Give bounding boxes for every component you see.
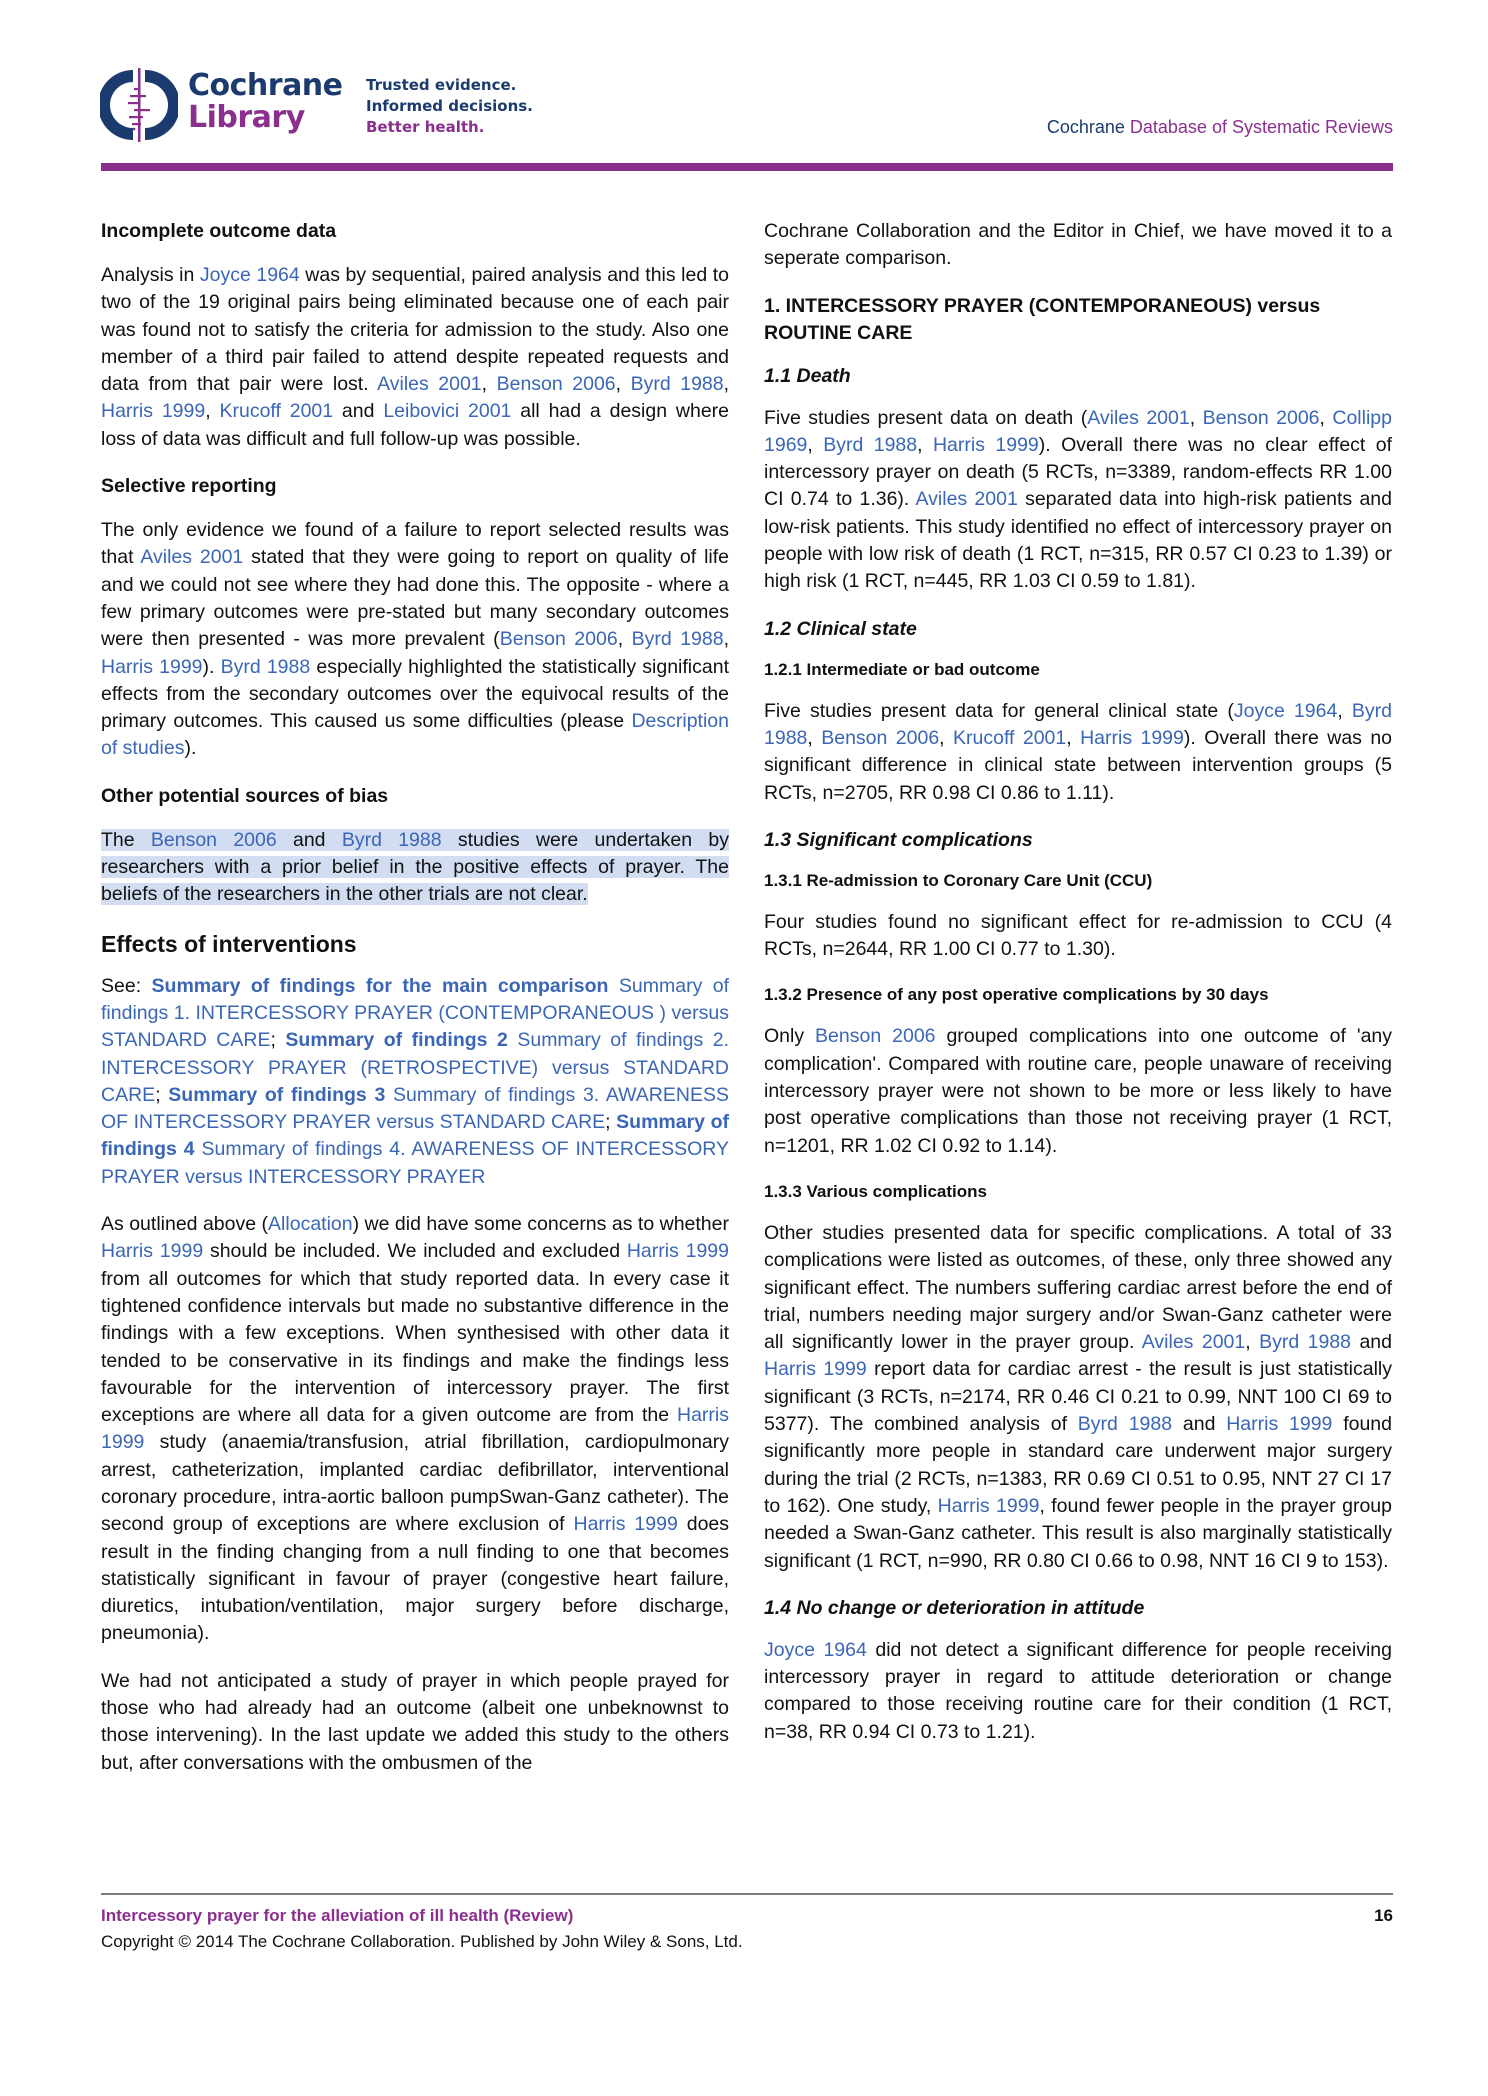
link-leibovici-2001[interactable]: Leibovici 2001	[383, 400, 512, 423]
left-column	[101, 218, 729, 1797]
database-name: Database of Systematic Reviews	[1129, 117, 1393, 137]
heading-significant-complications: 1.3 Significant complications	[764, 828, 1033, 851]
link-byrd-1988[interactable]: Byrd 1988	[764, 699, 1392, 749]
text: ,	[1245, 1331, 1260, 1354]
heading-incomplete-outcome-data: Incomplete outcome data	[101, 220, 337, 242]
tagline-line-3: Better health.	[366, 118, 485, 136]
link-krucoff-2001[interactable]: Krucoff 2001	[219, 400, 334, 423]
brand-library: Library	[188, 100, 305, 135]
text: As outlined above (	[101, 1213, 269, 1236]
text: Five studies present data on death (	[764, 406, 1088, 429]
link-byrd-1988[interactable]: Byrd 1988	[1259, 1331, 1352, 1354]
text: See:	[101, 974, 152, 997]
text: grouped complications into one outcome of 'any complication'. Compared with routine care, people unaware of receiving intercessory prayer were not shown to be more or less likely to have post operative complications than those not receiving prayer (1 RCT, n=1201, RR 1.02 CI 0.92 to 1.14).	[764, 1025, 1393, 1157]
link-summary-3-label[interactable]: Summary of findings 3	[168, 1083, 386, 1106]
right-column	[764, 218, 1392, 1766]
database-title	[1047, 117, 1393, 138]
link-summary-2-label[interactable]: Summary of findings 2	[285, 1029, 508, 1052]
text: from all outcomes for which that study reported data. In every case it tightened confidence intervals but made no substantive difference in the findings with a few exceptions. When synthesised with other data it tended to be conservative in its findings and make the findings less favourable for the intervention of intercessory prayer. The first exceptions are where all data for a given outcome are from the	[101, 1267, 729, 1427]
heading-comparison-1: 1. INTERCESSORY PRAYER (CONTEMPORANEOUS) versus ROUTINE CARE	[764, 294, 1321, 344]
text: ,	[481, 373, 497, 396]
text: ,	[615, 373, 631, 396]
text: ,	[617, 628, 632, 651]
text: ,	[939, 726, 954, 749]
link-byrd-1988[interactable]: Byrd 1988	[630, 373, 724, 396]
text: The	[101, 828, 151, 851]
link-benson-2006[interactable]: Benson 2006	[815, 1025, 936, 1048]
paragraph-continued: Cochrane Collaboration and the Editor in Chief, we have moved it to a seperate comparison.	[764, 220, 1392, 270]
link-description-of-studies[interactable]: Description of studies	[101, 710, 729, 760]
paragraph-incomplete-outcome	[101, 262, 729, 453]
link-joyce-1964[interactable]: Joyce 1964	[764, 1638, 867, 1661]
text: and	[1351, 1331, 1392, 1354]
text: ;	[605, 1111, 617, 1134]
text: ,	[1189, 406, 1203, 429]
link-summary-3[interactable]: Summary of findings 3. AWARENESS OF INTERCESSORY PRAYER versus STANDARD CARE	[101, 1083, 729, 1134]
brand-cochrane: Cochrane	[188, 68, 343, 103]
text: stated that they were going to report on quality of life and we could not see where they had done this. The opposite - where a few primary outcomes were pre-stated but many secondary outcomes were then presented - was more prevalent (	[101, 546, 729, 651]
footer-divider	[101, 1893, 1393, 1895]
link-byrd-1988[interactable]: Byrd 1988	[341, 828, 442, 851]
text: and	[276, 828, 342, 851]
link-benson-2006[interactable]: Benson 2006	[496, 373, 616, 396]
text: ,	[723, 373, 730, 396]
text: all had a design where loss of data was difficult and full follow-up was possible.	[101, 400, 730, 450]
paragraph-not-anticipated: We had not anticipated a study of prayer in which people prayed for those who had already had an outcome (albeit one unbeknownst to those intervening). In the last update we added this study to the others but, after conversations with the ombusmen of the	[101, 1669, 729, 1774]
text: especially highlighted the statistically significant effects from the secondary outcomes over the equivocal results of the primary outcomes. This caused us some difficulties (please	[101, 655, 729, 733]
link-joyce-1964[interactable]: Joyce 1964	[199, 264, 300, 286]
paragraph-selective-reporting	[101, 517, 729, 763]
header-divider	[101, 163, 1393, 171]
text: studies were undertaken by researchers with a prior belief in the positive effects of prayer. The beliefs of the researchers in the other trials are not clear.	[101, 828, 729, 906]
paragraph-attitude	[764, 1637, 1392, 1746]
link-harris-1999[interactable]: Harris 1999	[626, 1240, 729, 1263]
link-benson-2006[interactable]: Benson 2006	[821, 726, 940, 749]
link-krucoff-2001[interactable]: Krucoff 2001	[953, 726, 1067, 749]
paragraph-death	[764, 405, 1392, 596]
link-benson-2006[interactable]: Benson 2006	[1202, 406, 1320, 429]
text: ).	[202, 655, 221, 678]
text: ,	[205, 400, 220, 423]
text: does result in the finding changing from a null finding to one that becomes statistically significant in favour of prayer (congestive heart failure, diuretics, intubation/ventilation, major surgery before discharge, pneumonia).	[101, 1513, 730, 1645]
heading-selective-reporting: Selective reporting	[101, 475, 277, 498]
link-byrd-1988[interactable]: Byrd 1988	[220, 655, 311, 678]
text: ,	[917, 433, 933, 456]
link-byrd-1988[interactable]: Byrd 1988	[1077, 1413, 1173, 1436]
text: ,	[807, 726, 822, 749]
tagline-line-1: Trusted evidence.	[366, 76, 517, 94]
link-harris-1999[interactable]: Harris 1999	[101, 400, 206, 423]
text: did not detect a significant difference for people receiving intercessory prayer in regard to attitude deterioration or change compared to those receiving routine care for their condition (1 RCT, n=38, RR 0.94 CI 0.73 to 1.21).	[764, 1638, 1392, 1743]
brand-wordmark	[188, 70, 343, 134]
text: The only evidence we found of a failure to report selected results was that	[101, 519, 729, 569]
text: , found fewer people in the prayer group needed a Swan-Ganz catheter. This result is also marginally statistically significant (1 RCT, n=990, RR 0.80 CI 0.66 to 0.98, NNT 16 CI 9 to 153).	[764, 1494, 1392, 1572]
heading-effects-of-interventions: Effects of interventions	[101, 930, 357, 957]
link-harris-1999[interactable]: Harris 1999	[1226, 1413, 1333, 1436]
text: Only	[764, 1025, 816, 1048]
link-summary-4-label[interactable]: Summary of findings 4	[101, 1111, 729, 1161]
text: report data for cardiac arrest - the result is just statistically significant (3 RCTs, n=2174, RR 0.46 CI 0.21 to 0.99, NNT 100 CI 69 to 5377). The combined analysis of	[764, 1358, 1392, 1436]
link-summary-2[interactable]: Summary of findings 2. INTERCESSORY PRAYER (RETROSPECTIVE) versus STANDARD CARE	[101, 1029, 729, 1106]
link-allocation[interactable]: Allocation	[268, 1213, 353, 1236]
link-harris-1999[interactable]: Harris 1999	[932, 433, 1039, 456]
link-harris-1999[interactable]: Harris 1999	[764, 1358, 867, 1381]
page-number: 16	[1374, 1906, 1393, 1925]
text: and	[333, 400, 384, 423]
text: Analysis in	[101, 264, 200, 286]
page-header	[0, 0, 1488, 178]
link-aviles-2001[interactable]: Aviles 2001	[915, 488, 1018, 511]
text: ;	[270, 1029, 286, 1052]
heading-other-bias: Other potential sources of bias	[101, 784, 389, 807]
heading-various-complications: 1.3.3 Various complications	[764, 1181, 987, 1201]
cochrane-logo-icon	[100, 66, 178, 144]
link-byrd-1988[interactable]: Byrd 1988	[823, 433, 918, 456]
text: and	[1172, 1413, 1227, 1436]
text: ,	[807, 433, 824, 456]
link-summary-4[interactable]: Summary of findings 4. AWARENESS OF INTERCESSORY PRAYER versus INTERCESSORY PRAYER	[101, 1138, 729, 1188]
text: ).	[184, 737, 197, 760]
text: ). Overall there was no clear effect of intercessory prayer on death (5 RCTs, n=3389, random-effects RR 1.00 CI 0.74 to 1.36).	[764, 433, 1393, 511]
text: separated data into high-risk patients and low-risk patients. This study identified no effect of intercessory prayer on people with low risk of death (1 RCT, n=315, RR 0.57 CI 0.23 to 1.39) or high risk (1 RCT, n=445, RR 1.03 CI 0.59 to 1.81).	[764, 488, 1392, 593]
database-prefix: Cochrane	[1046, 117, 1125, 137]
link-harris-1999[interactable]: Harris 1999	[937, 1494, 1040, 1517]
tagline-line-2: Informed decisions.	[366, 97, 533, 115]
link-harris-1999[interactable]: Harris 1999	[101, 1404, 729, 1454]
paragraph-harris-concerns	[101, 1211, 729, 1648]
heading-readmission-ccu: 1.3.1 Re-admission to Coronary Care Unit (CCU)	[764, 870, 1153, 890]
link-benson-2006[interactable]: Benson 2006	[499, 628, 618, 651]
tagline	[366, 75, 533, 138]
link-aviles-2001[interactable]: Aviles 2001	[1141, 1331, 1246, 1354]
link-aviles-2001[interactable]: Aviles 2001	[140, 546, 244, 569]
heading-intermediate-outcome: 1.2.1 Intermediate or bad outcome	[764, 659, 1040, 679]
heading-post-operative: 1.3.2 Presence of any post operative complications by 30 days	[764, 985, 1269, 1005]
text: ;	[155, 1083, 169, 1106]
link-collipp-1969[interactable]: Collipp 1969	[764, 406, 1392, 456]
link-joyce-1964[interactable]: Joyce 1964	[1233, 699, 1338, 722]
paragraph-clinical-state	[764, 698, 1392, 807]
link-harris-1999[interactable]: Harris 1999	[101, 655, 203, 678]
text: ) we did have some concerns as to whether	[352, 1213, 729, 1236]
link-aviles-2001[interactable]: Aviles 2001	[1087, 406, 1190, 429]
link-aviles-2001[interactable]: Aviles 2001	[377, 373, 482, 396]
link-byrd-1988[interactable]: Byrd 1988	[631, 628, 724, 651]
link-harris-1999[interactable]: Harris 1999	[573, 1513, 678, 1536]
text: ,	[723, 628, 729, 651]
text: Other studies presented data for specific complications. A total of 33 complications were listed as outcomes, of these, only three showed any significant effect. The numbers suffering cardiac arrest before the end of trial, numbers needing major surgery and/or Swan-Ganz catheter were all significantly lower in the prayer group.	[764, 1221, 1392, 1354]
link-harris-1999[interactable]: Harris 1999	[101, 1240, 204, 1263]
text: should be included. We included and excluded	[203, 1240, 627, 1263]
footer-copyright: Copyright © 2014 The Cochrane Collaboration. Published by John Wiley & Sons, Ltd.	[101, 1932, 743, 1951]
link-harris-1999[interactable]: Harris 1999	[1080, 726, 1184, 749]
paragraph-summary-links	[101, 973, 729, 1191]
text: was by sequential, paired analysis and this led to two of the 19 original pairs being eliminated because one of each pair was found not to satisfy the criteria for admission to the study. Also one member of a third pair failed to attend despite repeated requests and data from that pair were lost.	[101, 264, 729, 396]
paragraph-readmission-ccu: Four studies found no significant effect for re-admission to CCU (4 RCTs, n=2644, RR 1.00 CI 0.77 to 1.30).	[764, 910, 1392, 961]
text: ). Overall there was no significant difference in clinical state between intervention groups (5 RCTs, n=2705, RR 0.98 CI 0.86 to 1.11).	[764, 726, 1393, 804]
heading-clinical-state: 1.2 Clinical state	[764, 617, 917, 640]
paragraph-post-operative	[764, 1023, 1392, 1159]
link-summary-main-comparison[interactable]: Summary of findings for the main comparison	[151, 974, 609, 997]
text: ,	[1066, 726, 1081, 749]
link-benson-2006[interactable]: Benson 2006	[150, 828, 277, 851]
text: found significantly more people in standard care underwent major surgery during the trial (2 RCTs, n=1383, RR 0.69 CI 0.51 to 0.95, NNT 27 CI 17 to 162). One study,	[764, 1413, 1393, 1517]
text: ,	[1337, 699, 1352, 722]
text: Five studies present data for general clinical state (	[764, 699, 1234, 722]
footer-review-title: Intercessory prayer for the alleviation of ill health (Review)	[101, 1906, 574, 1925]
paragraph-various-complications	[764, 1220, 1392, 1575]
heading-attitude: 1.4 No change or deterioration in attitude	[764, 1596, 1145, 1619]
text: ,	[1319, 406, 1333, 429]
link-summary-1[interactable]: Summary of findings 1. INTERCESSORY PRAYER (CONTEMPORANEOUS ) versus STANDARD CARE	[101, 974, 730, 1052]
paragraph-other-bias-selected[interactable]	[101, 827, 729, 909]
heading-death: 1.1 Death	[764, 364, 851, 387]
text: study (anaemia/transfusion, atrial fibrillation, cardiopulmonary arrest, catheterization, implanted cardiac defibrillator, interventional coronary procedure, intra-aortic balloon pumpSwan-Ganz catheter). The second group of exceptions are where exclusion of	[101, 1431, 729, 1536]
